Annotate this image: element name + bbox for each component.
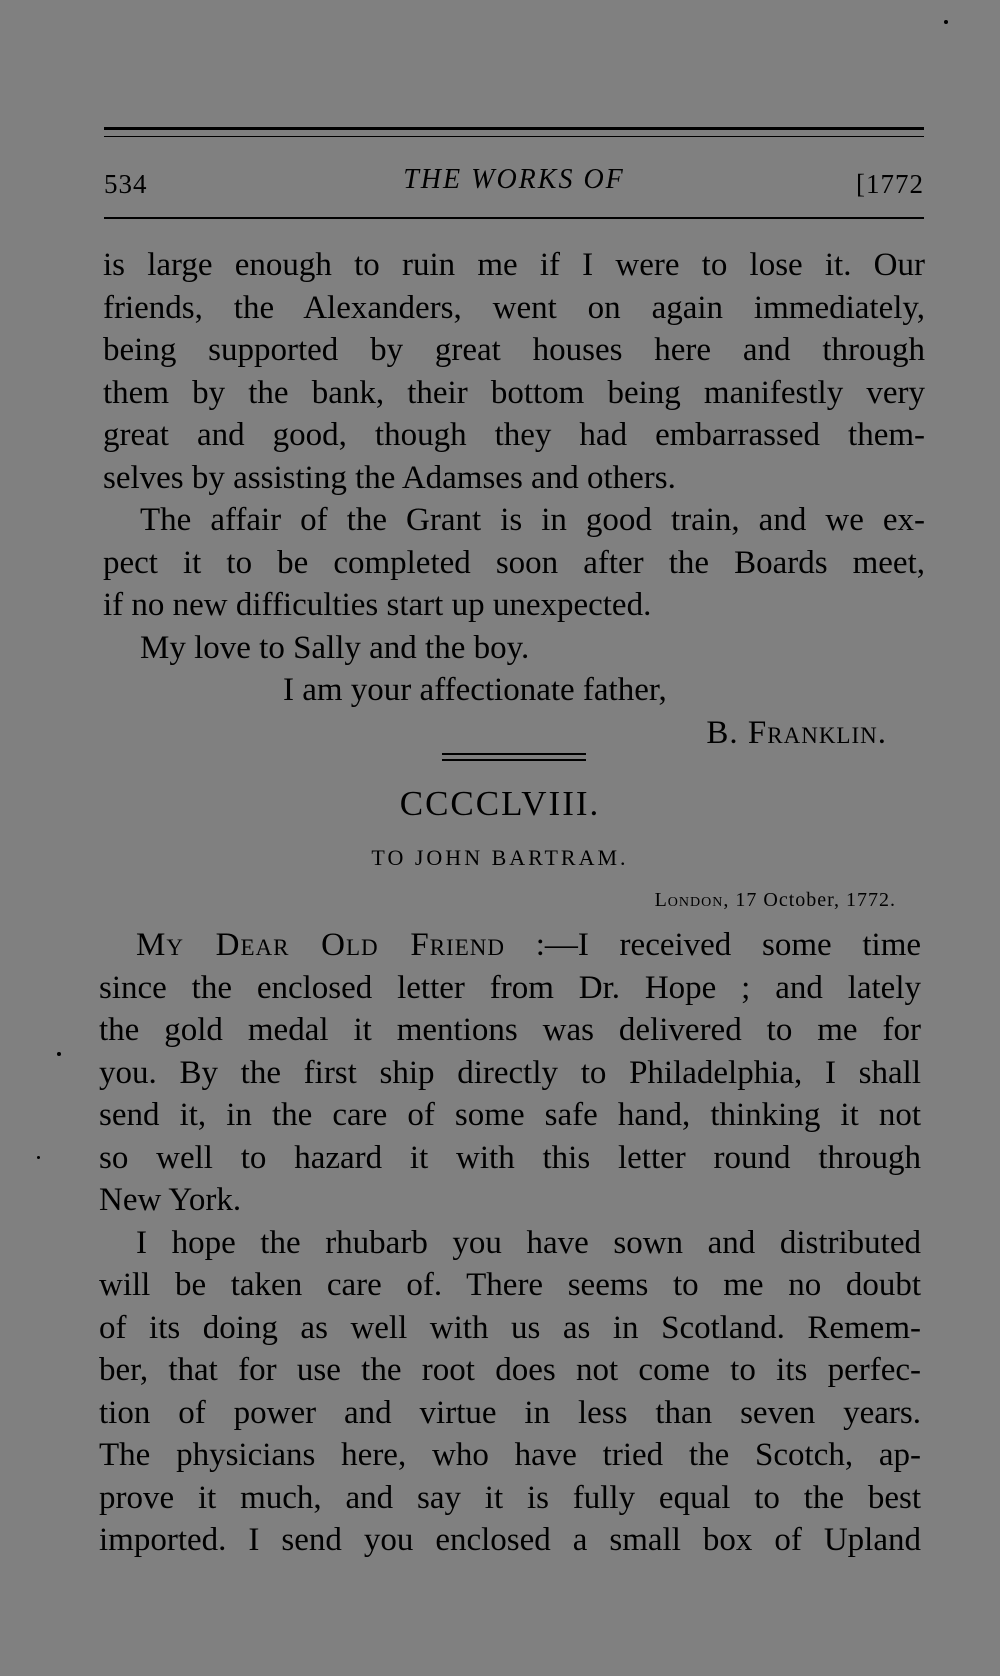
text-line: them by the bank, their bottom being manifestly very <box>103 374 925 411</box>
text-line: ber, that for use the root does not come to its perfec- <box>99 1352 921 1388</box>
text-line: imported. I send you enclosed a small box of Upland <box>99 1522 921 1558</box>
text-line: will be taken care of. There seems to me no doubt <box>99 1267 921 1303</box>
first-line-text: :—I received some time <box>535 927 922 963</box>
text-line <box>99 924 921 967</box>
letter-closing: I am your affectionate father, <box>283 672 667 708</box>
text-line: The affair of the Grant is in good train, and we ex- <box>140 502 925 538</box>
text-line: great and good, though they had embarrassed them- <box>103 417 925 453</box>
letter-salutation: My Dear Old Friend <box>136 927 505 963</box>
text-line: since the enclosed letter from Dr. Hope ; and lately <box>99 969 921 1006</box>
text-line: New York. <box>99 1182 242 1218</box>
text-line: The physicians here, who have tried the Scotch, ap- <box>99 1437 921 1473</box>
running-header <box>104 164 924 204</box>
text-line: being supported by great houses here and through <box>103 332 925 368</box>
text-line: you. By the first ship directly to Philadelphia, I shall <box>99 1054 921 1091</box>
text-line: friends, the Alexanders, went on again immediately, <box>103 289 925 326</box>
letter-place: London, <box>654 889 730 911</box>
page-number: 534 <box>104 169 148 199</box>
top-rule-thick <box>104 127 924 130</box>
section-divider-top <box>442 753 586 755</box>
text-line: prove it much, and say it is fully equal to the best <box>99 1479 921 1516</box>
signature: B. Franklin. <box>706 715 887 751</box>
section-divider-bottom <box>442 759 586 761</box>
text-line: tion of power and virtue in less than seven years. <box>99 1394 921 1431</box>
text-line: is large enough to ruin me if I were to lose it. Our <box>103 247 925 283</box>
text-line: send it, in the care of some safe hand, thinking it not <box>99 1097 921 1133</box>
text-line: so well to hazard it with this letter round through <box>99 1139 921 1176</box>
letter-addressee: TO JOHN BARTRAM. <box>371 845 629 870</box>
text-line: of its doing as well with us as in Scotland. Remem- <box>99 1309 921 1346</box>
letter-dateline <box>655 889 896 912</box>
text-line: pect it to be completed soon after the Boards meet, <box>103 544 925 581</box>
scan-speck <box>37 1156 40 1159</box>
scan-speck <box>944 20 948 24</box>
letter-body <box>99 924 921 1562</box>
text-line: the gold medal it mentions was delivered to me for <box>99 1012 921 1048</box>
letter-number: CCCCLVIII. <box>399 784 601 823</box>
letter-date: 17 October, 1772. <box>735 889 896 911</box>
text-line: My love to Sally and the boy. <box>140 629 530 666</box>
top-rule-thin <box>104 136 924 137</box>
text-line: selves by assisting the Adamses and others. <box>103 459 676 496</box>
running-year: [1772 <box>856 169 924 199</box>
text-line: if no new difficulties start up unexpected. <box>103 587 652 623</box>
running-title: THE WORKS OF <box>403 164 625 195</box>
previous-letter-body <box>103 244 925 669</box>
header-rule <box>104 217 924 219</box>
text-line: I hope the rhubarb you have sown and distributed <box>136 1224 921 1261</box>
scan-speck <box>57 1052 61 1056</box>
